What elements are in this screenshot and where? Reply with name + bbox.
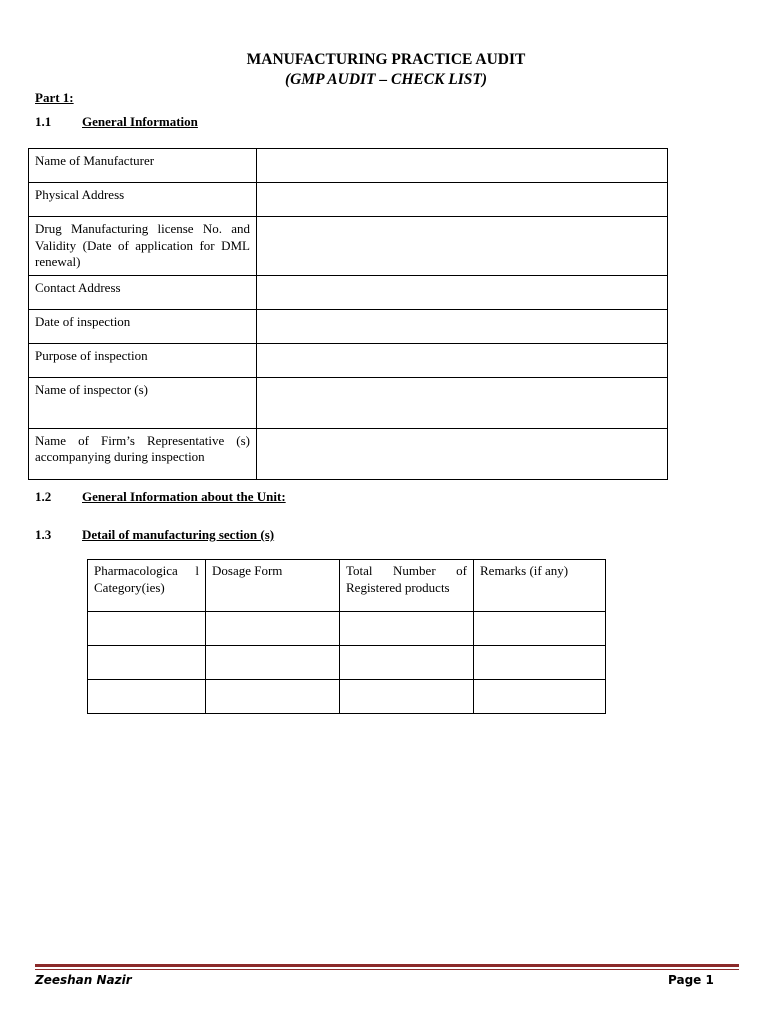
section-title: General Information bbox=[82, 114, 198, 129]
table-header-row bbox=[88, 560, 606, 612]
table-row bbox=[29, 343, 668, 377]
section-1-3-heading bbox=[35, 527, 274, 543]
table-cell[interactable] bbox=[206, 646, 340, 680]
field-value[interactable] bbox=[257, 309, 668, 343]
table-cell[interactable] bbox=[340, 680, 474, 714]
table-cell[interactable] bbox=[88, 612, 206, 646]
table-row bbox=[29, 217, 668, 276]
table-row bbox=[29, 275, 668, 309]
table-row bbox=[29, 183, 668, 217]
page-number: Page 1 bbox=[668, 973, 714, 987]
field-label: Name of Manufacturer bbox=[29, 149, 257, 183]
column-header: Pharmacologica l Category(ies) bbox=[88, 560, 206, 612]
field-label: Date of inspection bbox=[29, 309, 257, 343]
column-header: Remarks (if any) bbox=[474, 560, 606, 612]
column-header: Dosage Form bbox=[206, 560, 340, 612]
table-row bbox=[29, 428, 668, 479]
table-row bbox=[88, 680, 606, 714]
field-value[interactable] bbox=[257, 343, 668, 377]
field-label: Contact Address bbox=[29, 275, 257, 309]
table-cell[interactable] bbox=[206, 612, 340, 646]
table-cell[interactable] bbox=[474, 646, 606, 680]
table-cell[interactable] bbox=[88, 646, 206, 680]
table-row bbox=[29, 309, 668, 343]
field-value[interactable] bbox=[257, 217, 668, 276]
document-title: MANUFACTURING PRACTICE AUDIT bbox=[246, 51, 526, 68]
table-row bbox=[29, 377, 668, 428]
footer-divider bbox=[35, 964, 739, 967]
table-cell[interactable] bbox=[340, 612, 474, 646]
table-row bbox=[29, 149, 668, 183]
field-value[interactable] bbox=[257, 377, 668, 428]
field-label: Name of inspector (s) bbox=[29, 377, 257, 428]
section-number: 1.1 bbox=[35, 114, 52, 129]
footer-author: Zeeshan Nazir bbox=[35, 973, 132, 987]
field-label: Physical Address bbox=[29, 183, 257, 217]
table-cell[interactable] bbox=[88, 680, 206, 714]
section-title: General Information about the Unit: bbox=[82, 489, 286, 504]
column-header: Total Number of Registered products bbox=[340, 560, 474, 612]
table-cell[interactable] bbox=[206, 680, 340, 714]
field-value[interactable] bbox=[257, 183, 668, 217]
document-subtitle: (GMP AUDIT – CHECK LIST) bbox=[284, 71, 488, 88]
part-label: Part 1: bbox=[35, 90, 74, 105]
field-label: Purpose of inspection bbox=[29, 343, 257, 377]
table-cell[interactable] bbox=[474, 680, 606, 714]
field-value[interactable] bbox=[257, 149, 668, 183]
field-label: Drug Manufacturing license No. and Validity (Date of application for DML renewal) bbox=[29, 217, 257, 276]
section-number: 1.3 bbox=[35, 527, 52, 542]
section-1-1-heading bbox=[35, 114, 198, 130]
table-cell[interactable] bbox=[474, 612, 606, 646]
field-label: Name of Firm’s Representative (s) accompanying during inspection bbox=[29, 428, 257, 479]
field-value[interactable] bbox=[257, 275, 668, 309]
field-value[interactable] bbox=[257, 428, 668, 479]
section-number: 1.2 bbox=[35, 489, 52, 504]
general-information-table bbox=[28, 148, 668, 480]
manufacturing-section-table bbox=[87, 559, 606, 714]
footer-divider bbox=[35, 969, 739, 970]
section-1-2-heading bbox=[35, 489, 286, 505]
section-title: Detail of manufacturing section (s) bbox=[82, 527, 275, 542]
table-row bbox=[88, 612, 606, 646]
table-row bbox=[88, 646, 606, 680]
table-cell[interactable] bbox=[340, 646, 474, 680]
